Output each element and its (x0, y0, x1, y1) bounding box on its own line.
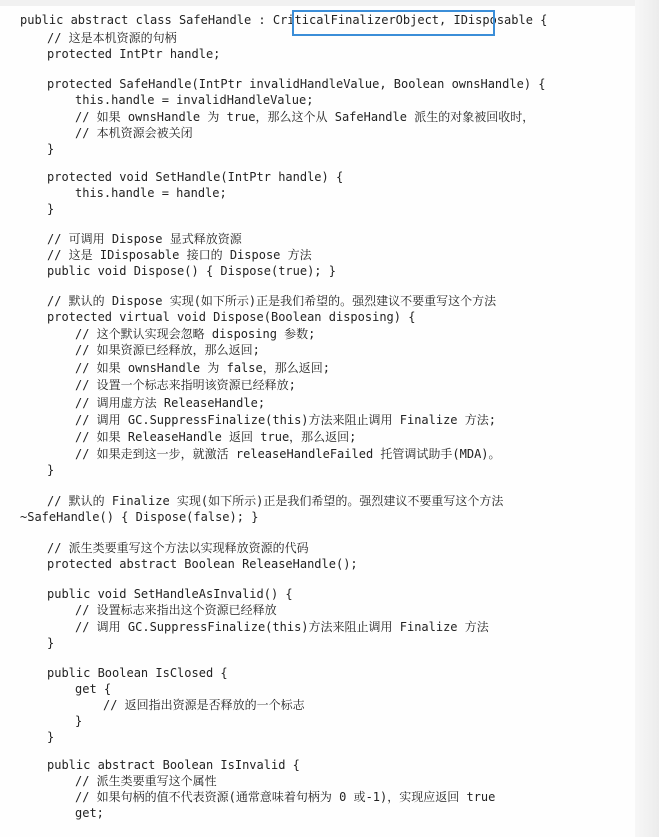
code-line-comment: // 如果 ReleaseHandle 返回 true，那么返回; (75, 430, 357, 444)
code-line-comment: // 调用虚方法 ReleaseHandle; (75, 396, 266, 410)
code-line: this.handle = handle; (75, 186, 227, 200)
code-line-comment: // 如果句柄的值不代表资源(通常意味着句柄为 0 或-1)，实现应返回 true (75, 790, 496, 804)
code-line-comment: // 如果走到这一步，就激活 releaseHandleFailed 托管调试助手(MDA)。 (75, 447, 501, 461)
code-line-comment: // 如果资源已经释放，那么返回; (75, 343, 260, 357)
code-line-comment: // 本机资源会被关闭 (75, 126, 193, 140)
code-line-comment: // 派生类要重写这个属性 (75, 774, 217, 788)
code-line-sethandle: protected void SetHandle(IntPtr handle) { (47, 170, 344, 184)
code-line-comment: // 设置标志来指出这个资源已经释放 (75, 603, 277, 617)
code-line-get: get { (75, 682, 112, 696)
code-line-isinvalid: public abstract Boolean IsInvalid { (47, 758, 300, 772)
code-line-brace: } (75, 714, 83, 728)
code-line-comment: // 返回指出资源是否释放的一个标志 (103, 698, 305, 712)
code-line-releasehandle: protected abstract Boolean ReleaseHandle(); (47, 557, 358, 571)
code-line-brace: } (47, 202, 55, 216)
code-line-handle-field: protected IntPtr handle; (47, 47, 221, 61)
code-line-comment-handle: // 这是本机资源的句柄 (47, 31, 177, 45)
code-line-dispose-virtual: protected virtual void Dispose(Boolean disposing) { (47, 310, 416, 324)
code-line-comment: // 如果 ownsHandle 为 true，那么这个从 SafeHandle 派生的对象被回收时， (75, 110, 535, 124)
code-line-brace: } (47, 730, 55, 744)
code-line-sethandleasinvalid: public void SetHandleAsInvalid() { (47, 587, 293, 601)
code-line-brace: } (47, 463, 55, 477)
code-line-comment: // 派生类要重写这个方法以实现释放资源的代码 (47, 541, 309, 555)
code-line-comment: // 设置一个标志来指明该资源已经释放; (75, 378, 296, 392)
code-line-constructor: protected SafeHandle(IntPtr invalidHandleValue, Boolean ownsHandle) { (47, 77, 546, 91)
code-line-comment: // 默认的 Finalize 实现(如下所示)正是我们希望的。强烈建议不要重写这个方法 (47, 494, 504, 508)
code-line-comment: // 这个默认实现会忽略 disposing 参数; (75, 327, 316, 341)
code-line-brace: } (47, 636, 55, 650)
code-line-comment: // 可调用 Dispose 显式释放资源 (47, 232, 242, 246)
code-line-comment: // 如果 ownsHandle 为 false，那么返回; (75, 361, 330, 375)
code-line-brace: } (47, 142, 55, 156)
code-line-comment: // 这是 IDisposable 接口的 Dispose 方法 (47, 248, 312, 262)
code-line-isclosed: public Boolean IsClosed { (47, 666, 228, 680)
code-line-get: get; (75, 806, 104, 820)
code-line: this.handle = invalidHandleValue; (75, 93, 314, 107)
code-line-class-declaration: public abstract class SafeHandle : CriticalFinalizerObject, IDisposable { (20, 13, 548, 27)
code-line-comment: // 默认的 Dispose 实现(如下所示)正是我们希望的。强烈建议不要重写这个方法 (47, 294, 497, 308)
highlight-box (292, 10, 495, 36)
code-line-comment: // 调用 GC.SuppressFinalize(this)方法来阻止调用 Finalize 方法; (75, 413, 496, 427)
code-line-dispose: public void Dispose() { Dispose(true); } (47, 264, 336, 278)
code-line-comment: // 调用 GC.SuppressFinalize(this)方法来阻止调用 Finalize 方法 (75, 620, 489, 634)
code-line-finalizer: ~SafeHandle() { Dispose(false); } (20, 510, 259, 524)
